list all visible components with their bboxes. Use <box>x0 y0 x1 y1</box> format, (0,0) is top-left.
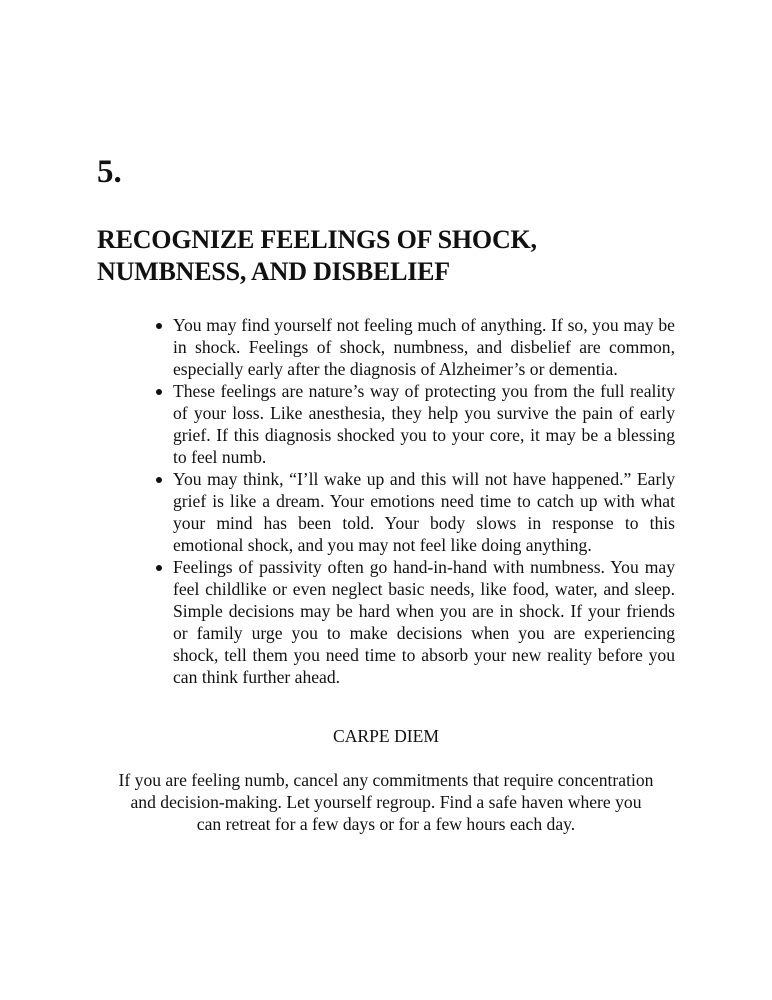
chapter-title <box>97 224 697 288</box>
chapter-title-line-1: RECOGNIZE FEELINGS OF SHOCK, <box>97 225 537 254</box>
bullet-item-2: These feelings are nature’s way of protecting you from the full reality of your loss. Like anesthesia, they help you survive the pain of early grief. If this diagnosis shocked you to your core, it may be a blessing to feel numb. <box>173 381 675 467</box>
bullet-item-4: Feelings of passivity often go hand-in-hand with numbness. You may feel childlike or even neglect basic needs, like food, water, and sleep. Simple decisions may be hard when you are in shock. If your friends or family urge you to make decisions when you are experiencing shock, tell them you need time to absorb your new reality before you can think further ahead. <box>173 557 675 687</box>
carpe-diem-line-3: can retreat for a few days or for a few hours each day. <box>196 814 576 834</box>
carpe-diem-heading: CARPE DIEM <box>332 726 440 746</box>
carpe-diem-line-2: and decision-making. Let yourself regroup. Find a safe haven where you <box>130 792 642 812</box>
carpe-diem-text <box>90 769 682 835</box>
bullet-list <box>173 314 675 688</box>
chapter-title-line-2: NUMBNESS, AND DISBELIEF <box>97 257 450 286</box>
carpe-diem-line-1: If you are feeling numb, cancel any commitments that require concentration <box>118 770 654 790</box>
bullet-item-3: You may think, “I’ll wake up and this will not have happened.” Early grief is like a dream. Your emotions need time to catch up with what your mind has been told. Your body slows in response to this emotional shock, and you may not feel like doing anything. <box>173 469 675 555</box>
chapter-number: 5. <box>97 154 122 190</box>
bullet-item-1: You may find yourself not feeling much of anything. If so, you may be in shock. Feelings of shock, numbness, and disbelief are common, especially early after the diagnosis of Alzheimer’s or dementia. <box>173 315 675 379</box>
